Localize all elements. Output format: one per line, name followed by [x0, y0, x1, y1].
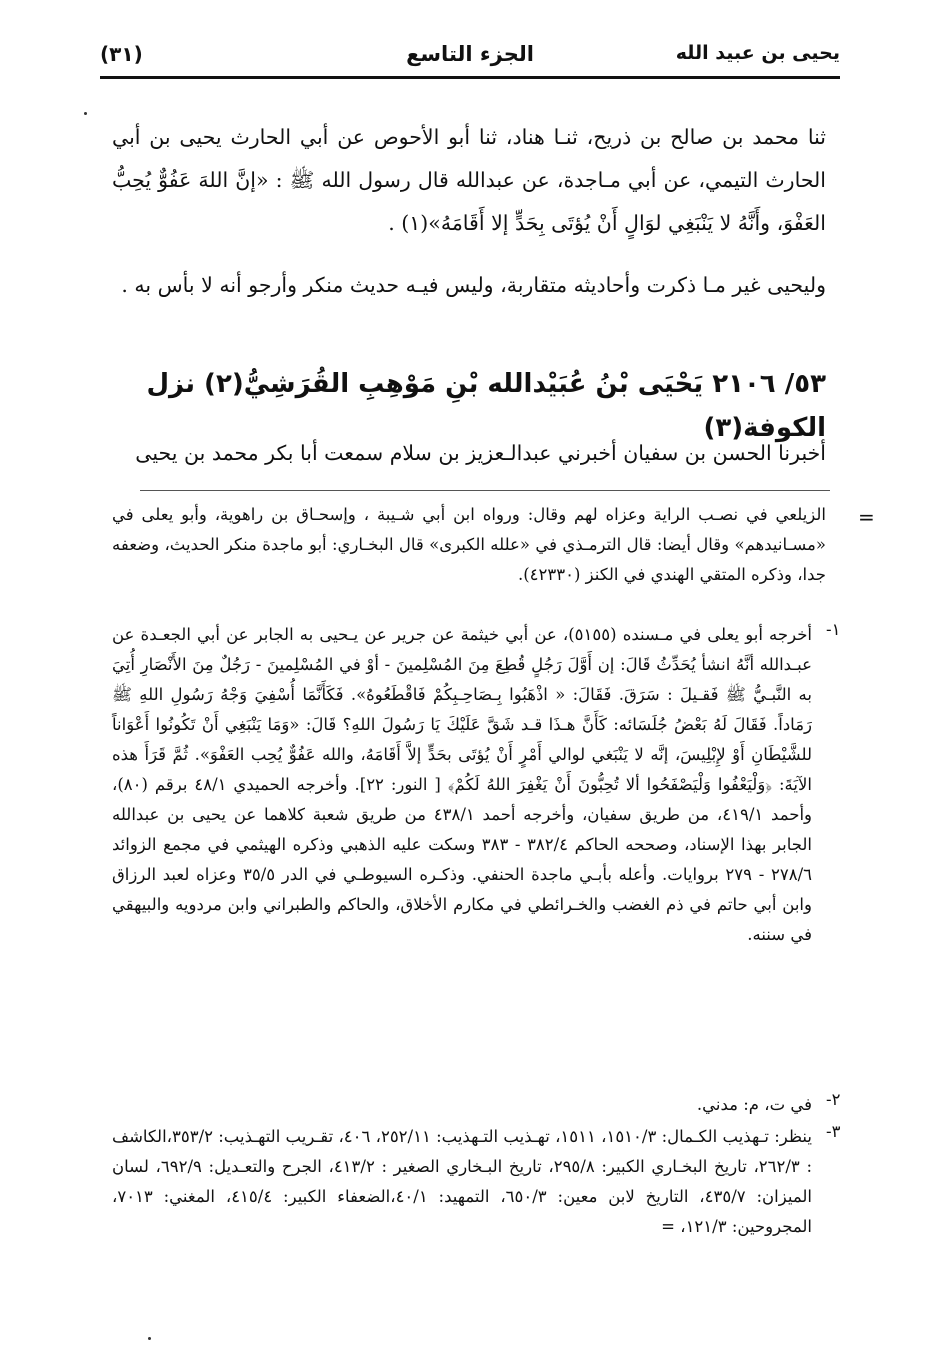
page-number: (٣١) [100, 42, 143, 66]
footnote-3: ينظر: تـهذيب الكـمال: ١٥١٠/٣، ١٥١١، تهـذيب التـهذيب: ٢٥٢/١١، ٤٠٦، تقـريب التهـذيب: ٣٥٣/٢،الكاشف : ٢٦٢/٣، تاريخ البخـاري الكبير: ٢٩٥/٨، تاريخ البـخاري الصغير : ٤١٣/٢، الجرح والتعـديل: ٦٩٢/٩، لسان الميزان: ٤٣٥/٧، التاريخ لابن معين: ٦٥٠/٣، التمهيد: ٤٠/١،الضعفاء الكبير: ٤١٥/٤، المغني: ٧٠١٣، المجروحين: ١٢١/٣، = [112, 1127, 812, 1236]
footnote-separator [140, 490, 830, 491]
paragraph-new-entry: أخبرنا الحسن بن سفيان أخبرني عبدالـعزيز بن سلام سمعت أبا بكر محمد بن يحيى [135, 441, 826, 465]
footnote-2: في ت، م: مدني. [696, 1095, 812, 1114]
running-header [100, 40, 840, 80]
footnote-1: أخرجه أبو يعلى في مـسنده (٥١٥٥)، عن أبي خيثمة عن جرير عن يـحيى به الجابر عن أبي الجعـدة عن عبـدالله أنَّهُ انشأ يُحَدِّثُ قَالَ: إن أَوَّلَ رَجُلٍ قُطِعَ مِنَ المُسْلِمينَ - أوْ في المُسْلِمينَ - رَجُلٌ مِنَ الأَنْصَارِ أُتِيَ به النَّبـيُّ ﷺ فَقـيلَ : سَرَقَ. فَقَالَ: « اذْهَبُوا بِـصَاحِـبِكُمْ فَاقْطَعُوهُ». فَكَأَنَّمَا أُسْفِيَ وَجْهُ رَسُولِ اللهِ ﷺ رَمَاداً. فَقَالَ لَهُ بَعْضُ جُلَسَائه: كَأَنَّ هـذَا قـد شَقَّ عَلَيْكَ يَا رَسُولَ اللهِ؟ قَالَ: «وَمَا يَنْبَغِي أَنْ تَكُونُوا أَعْوَاناً للشَّيْطَانِ أَوْ لإِبْلِيسَ، إنَّه لا يَنْبَغي لوالي أَمْرٍ أَنْ يُؤتَى بحَدٍّ إلاَّ أَقَامَهُ، والله عَفُوٌّ يُحِب العَفْوَ». ثُمَّ قَرَأَ هذه الآيَةَ: ﴿وَلْيَعْفُوا وَلْيَصْفَحُوا ألا تُحِبُّونَ أَنْ يَغْفِرَ اللهُ لَكُمْ﴾ [ النور: ٢٢]. وأخرجه الحميدي ٤٨/١ برقم (٨٠)، وأحمد ٤١٩/١، من طريق سفيان، وأخرجه أحمد ٤٣٨/١ من طريق شعبة كلاهما عن يحيى بن عبدالله الجابر بهذا الإسناد، وصححه الحاكم ٣٨٢/٤ - ٣٨٣ وسكت عليه الذهبي وذكره الهيثمي في مجمع الزوائد ٢٧٨/٦ - ٢٧٩ بروايات. وأعله بأبـي ماجدة الحنفي. وذكـره السيوطـي في الدر ٣٥/٥ وعزاه لعبد الرزاق وابن أبي حاتم في ذم الغضب والخـرائطي في مكارم الأخلاق، والحاكم والطبراني وابن مردويه والبيهقي في سننه. [112, 625, 812, 944]
footnote-1-number: ١- [826, 620, 841, 639]
bottom-mark [148, 1337, 151, 1340]
paragraph-isnad: ثنا محمد بن صالح بن ذريح، ثنـا هناد، ثنا أبو الأحوص عن أبي الحارث يحيى بن أبي الحارث التيمي، عن أبي مـاجدة، عن عبدالله قال رسول الله ﷺ : «إنَّ اللهَ عَفُوٌّ يُحِبُّ العَفْوَ، وأَنَّهُ لا يَنْبَغِي لوَالٍ أَنْ يُؤتَى بِحَدٍّ إلا أَقَامَهُ»(١) . [112, 125, 826, 235]
footnote-2-number: ٢- [826, 1090, 841, 1109]
continuation-mark: = [858, 505, 875, 529]
paragraph-assessment: وليحيى غير مـا ذكرت وأحاديثه متقاربة، وليس فيـه حديث منكر وأرجو أنه لا بأس به . [121, 273, 826, 297]
header-rule [100, 76, 840, 79]
volume-label: الجزء التاسع [406, 42, 534, 66]
entry-heading: ٥٣/ ٢١٠٦ يَحْيَى بْنُ عُبَيْدالله بْنِ مَوْهِبِ القُرَشِيُّ(٢) نزل الكوفة(٣) [146, 369, 826, 443]
footnote-3-number: ٣- [826, 1122, 841, 1141]
footnote-continuation: الزيلعي في نصـب الراية وعزاه لهم وقال: ورواه ابن أبي شـيبة ، وإسحـاق بن راهوية، وأبو يعلى في «مسـانيدهم» وقال أيضا: قال الترمـذي في «علله الكبرى» قال البخـاري: أبو ماجدة منكر الحديث، وضعفه جدا، وذكره المتقي الهندي في الكنز (٤٢٣٣٠). [112, 505, 826, 584]
margin-mark [84, 112, 87, 115]
running-title: يحيى بن عبيد الله [675, 42, 840, 64]
